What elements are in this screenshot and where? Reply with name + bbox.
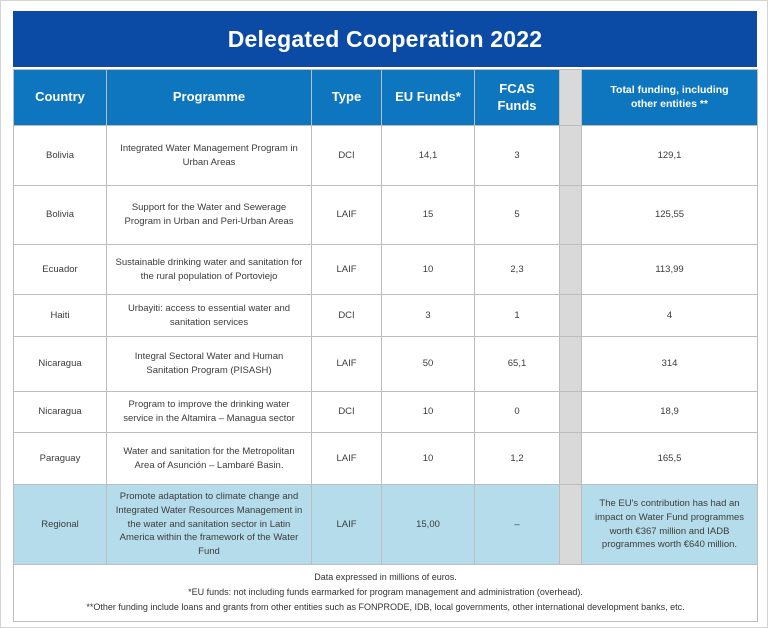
type-cell: LAIF bbox=[312, 186, 382, 245]
type-cell: LAIF bbox=[312, 337, 382, 392]
total-funding-cell: 314 bbox=[582, 337, 758, 392]
footnote-other-funding: **Other funding include loans and grants from other entities such as FONPRODE, IDB, local governments, other international development banks, etc. bbox=[86, 601, 685, 612]
programme-cell: Water and sanitation for the Metropolitan Area of Asunción – Lambaré Basin. bbox=[107, 433, 312, 485]
footnotes-row bbox=[14, 565, 758, 622]
total-funding-cell: 165,5 bbox=[582, 433, 758, 485]
table-body bbox=[14, 126, 758, 565]
country-cell: Ecuador bbox=[14, 245, 107, 295]
type-cell: LAIF bbox=[312, 485, 382, 565]
eu-funds-cell: 15,00 bbox=[382, 485, 475, 565]
spacer-cell bbox=[560, 186, 582, 245]
total-funding-cell: 4 bbox=[582, 295, 758, 337]
footnote-eu-funds: *EU funds: not including funds earmarked for program management and administration (overhead). bbox=[188, 586, 583, 597]
country-cell: Nicaragua bbox=[14, 337, 107, 392]
programme-cell: Promote adaptation to climate change and Integrated Water Resources Management in the water and sanitation sector in Latin America within the framework of the Water Fund bbox=[107, 485, 312, 565]
column-header-type: Type bbox=[312, 70, 382, 126]
footnotes-cell bbox=[14, 565, 758, 622]
fcas-funds-cell: 5 bbox=[475, 186, 560, 245]
fcas-funds-cell: 1,2 bbox=[475, 433, 560, 485]
eu-funds-cell: 10 bbox=[382, 433, 475, 485]
table-row bbox=[14, 126, 758, 186]
type-cell: LAIF bbox=[312, 245, 382, 295]
total-funding-cell: The EU's contribution has had an impact on Water Fund programmes worth €367 million and IADB programmes worth €640 million. bbox=[582, 485, 758, 565]
spacer-cell bbox=[560, 126, 582, 186]
table-row bbox=[14, 186, 758, 245]
spacer-column-header bbox=[560, 70, 582, 126]
programme-cell: Integral Sectoral Water and Human Sanitation Program (PISASH) bbox=[107, 337, 312, 392]
header-row bbox=[14, 70, 758, 126]
column-header-eu-funds: EU Funds* bbox=[382, 70, 475, 126]
table-row bbox=[14, 295, 758, 337]
type-cell: DCI bbox=[312, 126, 382, 186]
programme-cell: Integrated Water Management Program in Urban Areas bbox=[107, 126, 312, 186]
total-funding-cell: 113,99 bbox=[582, 245, 758, 295]
programme-cell: Program to improve the drinking water service in the Altamira – Managua sector bbox=[107, 392, 312, 433]
eu-funds-cell: 10 bbox=[382, 392, 475, 433]
table-row bbox=[14, 392, 758, 433]
eu-funds-cell: 15 bbox=[382, 186, 475, 245]
programme-cell: Urbayiti: access to essential water and sanitation services bbox=[107, 295, 312, 337]
spacer-cell bbox=[560, 245, 582, 295]
type-cell: DCI bbox=[312, 295, 382, 337]
table-row bbox=[14, 485, 758, 565]
fcas-funds-cell: 1 bbox=[475, 295, 560, 337]
spacer-cell bbox=[560, 433, 582, 485]
total-funding-cell: 18,9 bbox=[582, 392, 758, 433]
eu-funds-cell: 14,1 bbox=[382, 126, 475, 186]
fcas-funds-cell: 2,3 bbox=[475, 245, 560, 295]
spacer-cell bbox=[560, 337, 582, 392]
page-title: Delegated Cooperation 2022 bbox=[13, 11, 757, 67]
type-cell: DCI bbox=[312, 392, 382, 433]
spacer-cell bbox=[560, 392, 582, 433]
country-cell: Bolivia bbox=[14, 186, 107, 245]
country-cell: Paraguay bbox=[14, 433, 107, 485]
eu-funds-cell: 10 bbox=[382, 245, 475, 295]
table-row bbox=[14, 337, 758, 392]
delegated-cooperation-table bbox=[13, 69, 758, 622]
programme-cell: Support for the Water and Sewerage Program in Urban and Peri-Urban Areas bbox=[107, 186, 312, 245]
fcas-funds-cell: – bbox=[475, 485, 560, 565]
column-header-total-funding: Total funding, including other entities ** bbox=[582, 70, 758, 126]
fcas-funds-cell: 0 bbox=[475, 392, 560, 433]
spacer-cell bbox=[560, 295, 582, 337]
country-cell: Haiti bbox=[14, 295, 107, 337]
footnote-units: Data expressed in millions of euros. bbox=[314, 572, 457, 582]
spacer-cell bbox=[560, 485, 582, 565]
fcas-funds-cell: 3 bbox=[475, 126, 560, 186]
column-header-country: Country bbox=[14, 70, 107, 126]
eu-funds-cell: 3 bbox=[382, 295, 475, 337]
total-funding-cell: 125,55 bbox=[582, 186, 758, 245]
table-row bbox=[14, 245, 758, 295]
column-header-programme: Programme bbox=[107, 70, 312, 126]
table-row bbox=[14, 433, 758, 485]
fcas-funds-cell: 65,1 bbox=[475, 337, 560, 392]
country-cell: Regional bbox=[14, 485, 107, 565]
total-funding-cell: 129,1 bbox=[582, 126, 758, 186]
eu-funds-cell: 50 bbox=[382, 337, 475, 392]
column-header-fcas-funds: FCAS Funds bbox=[475, 70, 560, 126]
country-cell: Bolivia bbox=[14, 126, 107, 186]
type-cell: LAIF bbox=[312, 433, 382, 485]
table-footnotes bbox=[14, 565, 758, 622]
country-cell: Nicaragua bbox=[14, 392, 107, 433]
programme-cell: Sustainable drinking water and sanitation for the rural population of Portoviejo bbox=[107, 245, 312, 295]
table-header bbox=[14, 70, 758, 126]
